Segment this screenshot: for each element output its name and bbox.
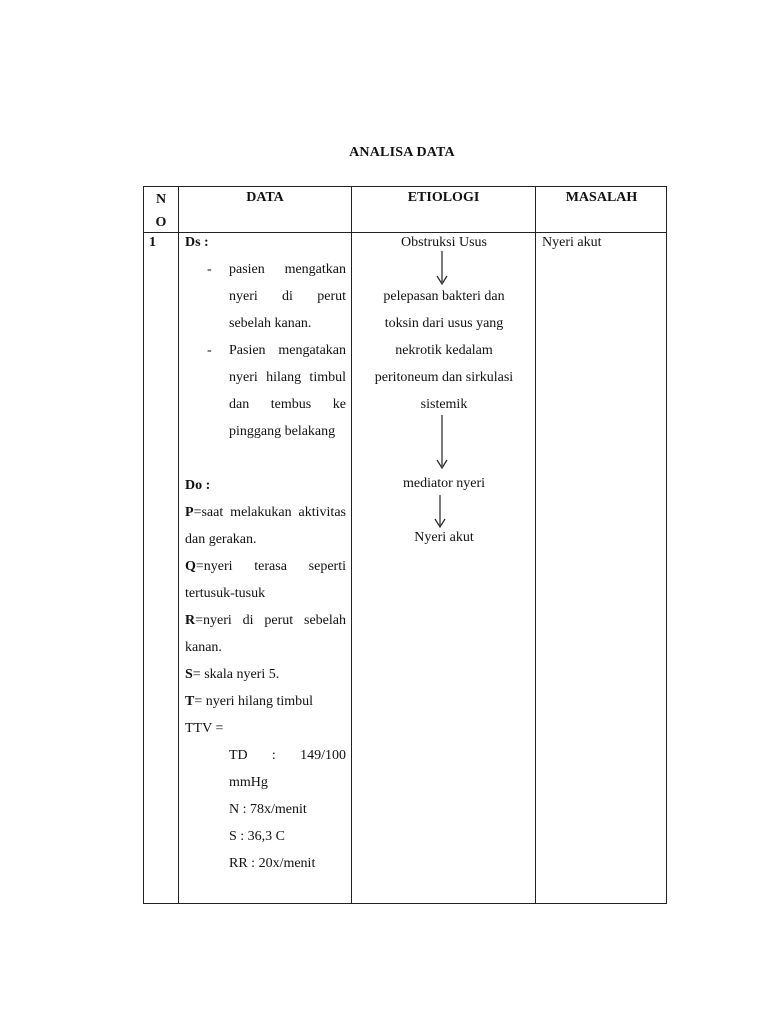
header-masalah: MASALAH — [565, 190, 638, 205]
page-title: ANALISA DATA — [349, 145, 455, 160]
header-etiologi: ETIOLOGI — [407, 190, 480, 205]
r-line: R=nyeri di perut sebelah kanan. — [185, 613, 346, 655]
ttv-item: TD : 149/100 mmHg — [229, 748, 346, 790]
ttv-item: N : 78x/menit — [229, 802, 307, 817]
t-line: T= nyeri hilang timbul — [185, 694, 314, 709]
etiologi-step-2: pelepasan bakteri dan toksin dari usus yang nekrotik kedalam peritoneum dan sirkulasi sistemik — [374, 289, 514, 412]
data-cell — [185, 229, 346, 877]
dash-bullet: - — [207, 343, 212, 358]
ttv-label: TTV = — [185, 721, 224, 736]
etiologi-step-3: mediator nyeri — [402, 476, 486, 491]
dash-bullet: - — [207, 262, 212, 277]
s-line: S= skala nyeri 5. — [185, 667, 280, 682]
analysis-table — [143, 186, 667, 904]
ds-item: - Pasien mengatakan nyeri hilang timbul dan tembus ke pinggang belakang — [185, 337, 346, 445]
do-label: Do : — [185, 478, 211, 493]
spacer — [185, 445, 346, 472]
q-line: Q=nyeri terasa seperti tertusuk-tusuk — [185, 559, 346, 601]
ttv-item: S : 36,3 C — [229, 829, 286, 844]
column-divider — [178, 187, 179, 903]
etiologi-step-1: Obstruksi Usus — [401, 235, 487, 250]
down-arrow-icon — [436, 415, 448, 469]
ttv-item: RR : 20x/menit — [229, 856, 316, 871]
etiologi-step-4: Nyeri akut — [414, 530, 474, 545]
ds-label: Ds : — [185, 235, 209, 250]
masalah-cell: Nyeri akut — [542, 235, 602, 250]
p-line: P=saat melakukan aktivitas dan gerakan. — [185, 505, 346, 547]
row-number: 1 — [149, 235, 156, 250]
down-arrow-icon — [436, 251, 448, 287]
table-grid — [143, 186, 667, 904]
header-no: N O — [155, 192, 167, 230]
header-data: DATA — [246, 190, 284, 205]
ds-item: - pasien mengatkan nyeri di perut sebelah kanan. — [185, 256, 346, 337]
